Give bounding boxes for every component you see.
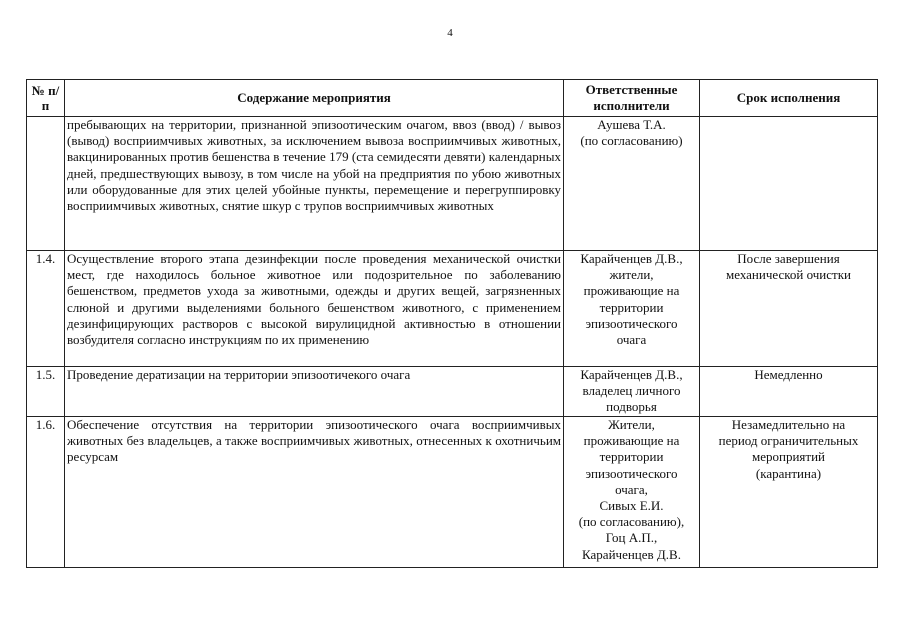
responsible-line: Гоц А.П., bbox=[605, 530, 658, 546]
responsible-line: Аушева Т.А. bbox=[597, 117, 666, 132]
deadline-line: (карантина) bbox=[755, 465, 822, 481]
row-deadline bbox=[700, 417, 878, 568]
row-responsible bbox=[564, 367, 700, 417]
row-responsible bbox=[564, 417, 700, 568]
responsible-line: эпизоотического bbox=[585, 465, 678, 481]
row-responsible bbox=[564, 251, 700, 367]
row-content: Осуществление второго этапа дезинфекции после проведения механической очистки мест, где находилось больное животное или подозрительное по заболеванию бешенством, предметов ухода за животными, одежды и других вещей, загрязненных слюной и другими выделениями больного бешенством животного, с применением дезинфицирующих растворов с высокой вирулицидной активностью в отношении возбудителя согласно инструкциям по их применению bbox=[65, 251, 564, 367]
header-deadline: Срок исполнения bbox=[700, 80, 878, 117]
header-responsible: Ответственные исполнители bbox=[564, 80, 700, 117]
responsible-line: владелец личного bbox=[582, 383, 681, 399]
responsible-line: (по согласованию), bbox=[578, 514, 685, 530]
responsible-line: проживающие на bbox=[583, 433, 680, 449]
responsible-line: проживающие на bbox=[583, 283, 680, 299]
responsible-line: Карайченцев Д.В., bbox=[580, 367, 683, 382]
table-header-row bbox=[27, 80, 878, 117]
row-content: Обеспечение отсутствия на территории эпизоотического очага восприимчивых животных без владельцев, а также восприимчивых животных, отнесенных к охотничьим ресурсам bbox=[65, 417, 564, 568]
row-content: пребывающих на территории, признанной эпизоотическим очагом, ввоз (ввод) / вывоз (вывод) восприимчивых животных, за исключением вывоза восприимчивых животных, вакцинированных против бешенства в течение 179 (ста семидесяти девяти) календарных дней, предшествующих вывозу, в том числе на убой на предприятия по убою животных или оборудованные для этих целей убойные пункты, перемещение и перегруппировку восприимчивых животных, снятие шкур с трупов восприимчивых животных bbox=[65, 117, 564, 251]
row-deadline bbox=[700, 117, 878, 251]
table-row bbox=[27, 367, 878, 417]
deadline-line: мероприятий bbox=[752, 449, 825, 465]
row-responsible bbox=[564, 117, 700, 251]
responsible-line: (по согласованию) bbox=[580, 133, 683, 149]
deadline-line: Немедленно bbox=[754, 367, 823, 382]
table-row bbox=[27, 417, 878, 568]
header-content: Содержание мероприятия bbox=[65, 80, 564, 117]
page-number: 4 bbox=[447, 27, 453, 39]
deadline-line: Незамедлительно на bbox=[731, 417, 846, 432]
responsible-line: территории bbox=[599, 299, 664, 315]
table-row bbox=[27, 117, 878, 251]
responsible-line: территории bbox=[599, 449, 664, 465]
row-number: 1.4. bbox=[27, 251, 65, 367]
responsible-line: подворья bbox=[606, 399, 657, 415]
responsible-line: очага, bbox=[615, 481, 648, 497]
deadline-line: После завершения bbox=[737, 251, 840, 266]
row-number: 1.6. bbox=[27, 417, 65, 568]
responsible-line: эпизоотического bbox=[585, 315, 678, 331]
responsible-line: жители, bbox=[609, 267, 654, 283]
responsible-line: Сивых Е.И. bbox=[599, 498, 664, 514]
measures-table bbox=[26, 79, 878, 568]
header-num: № п/п bbox=[27, 80, 65, 117]
responsible-line: Жители, bbox=[608, 417, 655, 432]
row-deadline bbox=[700, 251, 878, 367]
row-number bbox=[27, 117, 65, 251]
responsible-line: Карайченцев Д.В. bbox=[582, 546, 681, 562]
row-number: 1.5. bbox=[27, 367, 65, 417]
row-content: Проведение дератизации на территории эпизоотичекого очага bbox=[65, 367, 564, 417]
responsible-line: Карайченцев Д.В., bbox=[580, 251, 683, 266]
table-body bbox=[27, 117, 878, 568]
deadline-line: механической очистки bbox=[726, 267, 851, 283]
deadline-line: период ограничительных bbox=[718, 433, 859, 449]
row-deadline bbox=[700, 367, 878, 417]
table-row bbox=[27, 251, 878, 367]
responsible-line: очага bbox=[616, 332, 647, 348]
